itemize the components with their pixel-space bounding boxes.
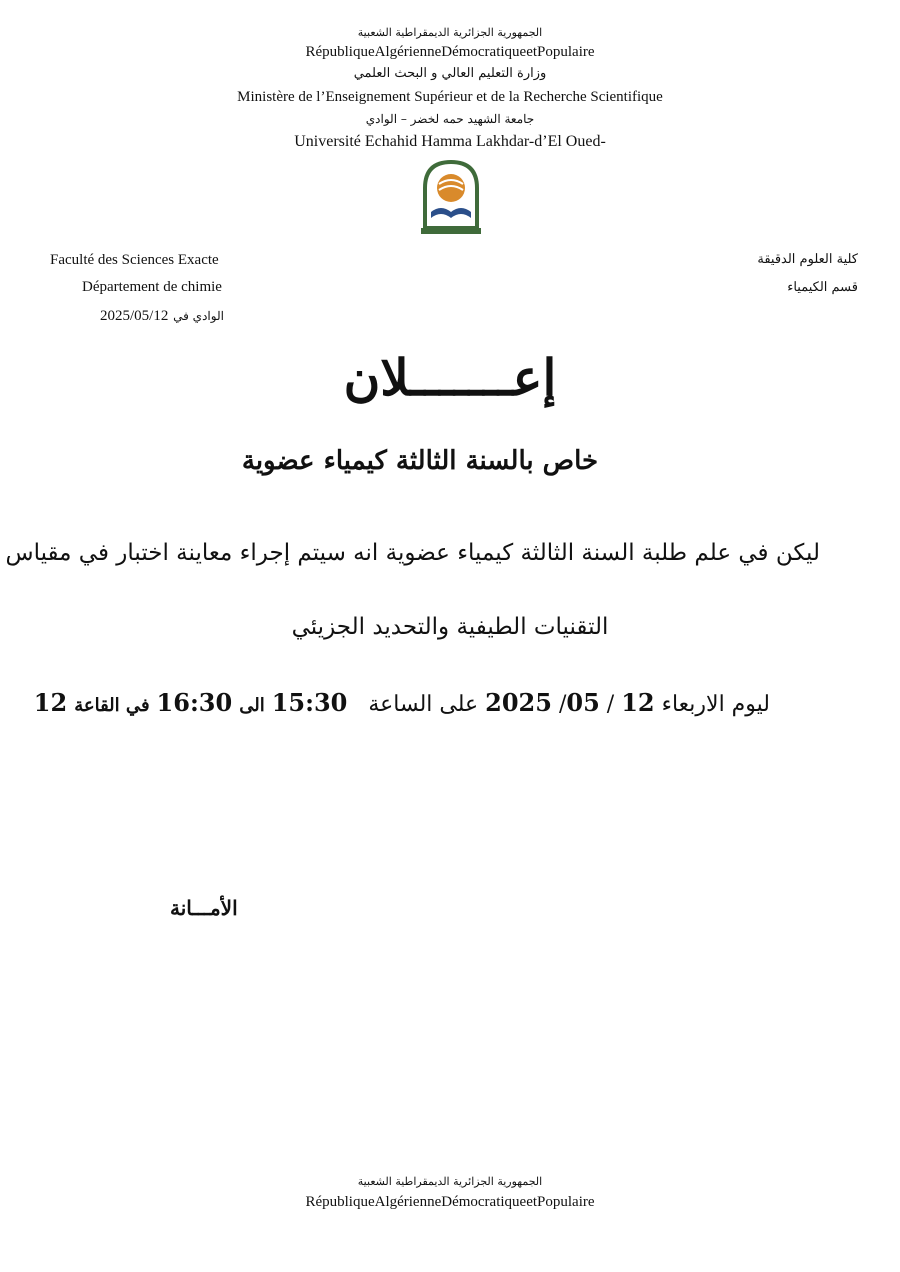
footer-republic-ar: الجمهورية الجزائرية الديمقراطية الشعبية bbox=[357, 1175, 543, 1188]
university-logo bbox=[417, 158, 485, 236]
place-label: الوادي في bbox=[173, 309, 224, 323]
department-fr: Département de chimie bbox=[82, 279, 222, 295]
room-value: 12 bbox=[33, 688, 68, 717]
to-label: الى bbox=[239, 695, 265, 716]
day-value: 12 bbox=[621, 688, 655, 717]
footer-republic-fr: RépubliqueAlgérienneDémocratiqueetPopulaire bbox=[305, 1194, 595, 1210]
day-prefix: ليوم الاربعاء bbox=[661, 692, 770, 717]
republic-fr: RépubliqueAlgérienneDémocratiqueetPopulaire bbox=[305, 44, 595, 60]
room-prefix: في القاعة bbox=[74, 695, 150, 716]
place-date bbox=[100, 306, 224, 325]
date-separator-1: / bbox=[606, 692, 615, 717]
announcement-title: إعـــــــلان bbox=[343, 348, 557, 407]
announcement-subtitle: خاص بالسنة الثالثة كيمياء عضوية bbox=[241, 446, 599, 476]
ministry-ar: وزارة التعليم العالي و البحث العلمي bbox=[353, 66, 547, 81]
time-start: 15:30 bbox=[271, 688, 348, 717]
university-ar: جامعة الشهيد حمه لخضر – الوادي bbox=[365, 112, 535, 126]
body-line-2: التقنيات الطيفية والتحديد الجزيئي bbox=[291, 614, 609, 640]
month-value: 05 bbox=[566, 688, 600, 717]
department-ar: قسم الكيمياء bbox=[787, 280, 858, 295]
faculty-ar: كلية العلوم الدقيقة bbox=[757, 252, 858, 267]
faculty-fr: Faculté des Sciences Exacte bbox=[50, 252, 219, 268]
republic-ar: الجمهورية الجزائرية الديمقراطية الشعبية bbox=[357, 26, 543, 39]
ministry-fr: Ministère de l’Enseignement Supérieur et de la Recherche Scientifique bbox=[237, 89, 663, 105]
schedule-line bbox=[33, 688, 770, 717]
university-fr: Université Echahid Hamma Lakhdar-d’El Oued- bbox=[294, 133, 606, 150]
signature: الأمـــانة bbox=[170, 896, 238, 920]
time-end: 16:30 bbox=[156, 688, 233, 717]
body-line-1: ليكن في علم طلبة السنة الثالثة كيمياء عضوية انه سيتم إجراء معاينة اختبار في مقياس bbox=[5, 540, 820, 566]
year-value: 2025 bbox=[485, 688, 552, 717]
date-separator-2: / bbox=[558, 692, 567, 717]
time-prefix: على الساعة bbox=[368, 692, 479, 717]
date-value: 2025/05/12 bbox=[100, 308, 169, 324]
